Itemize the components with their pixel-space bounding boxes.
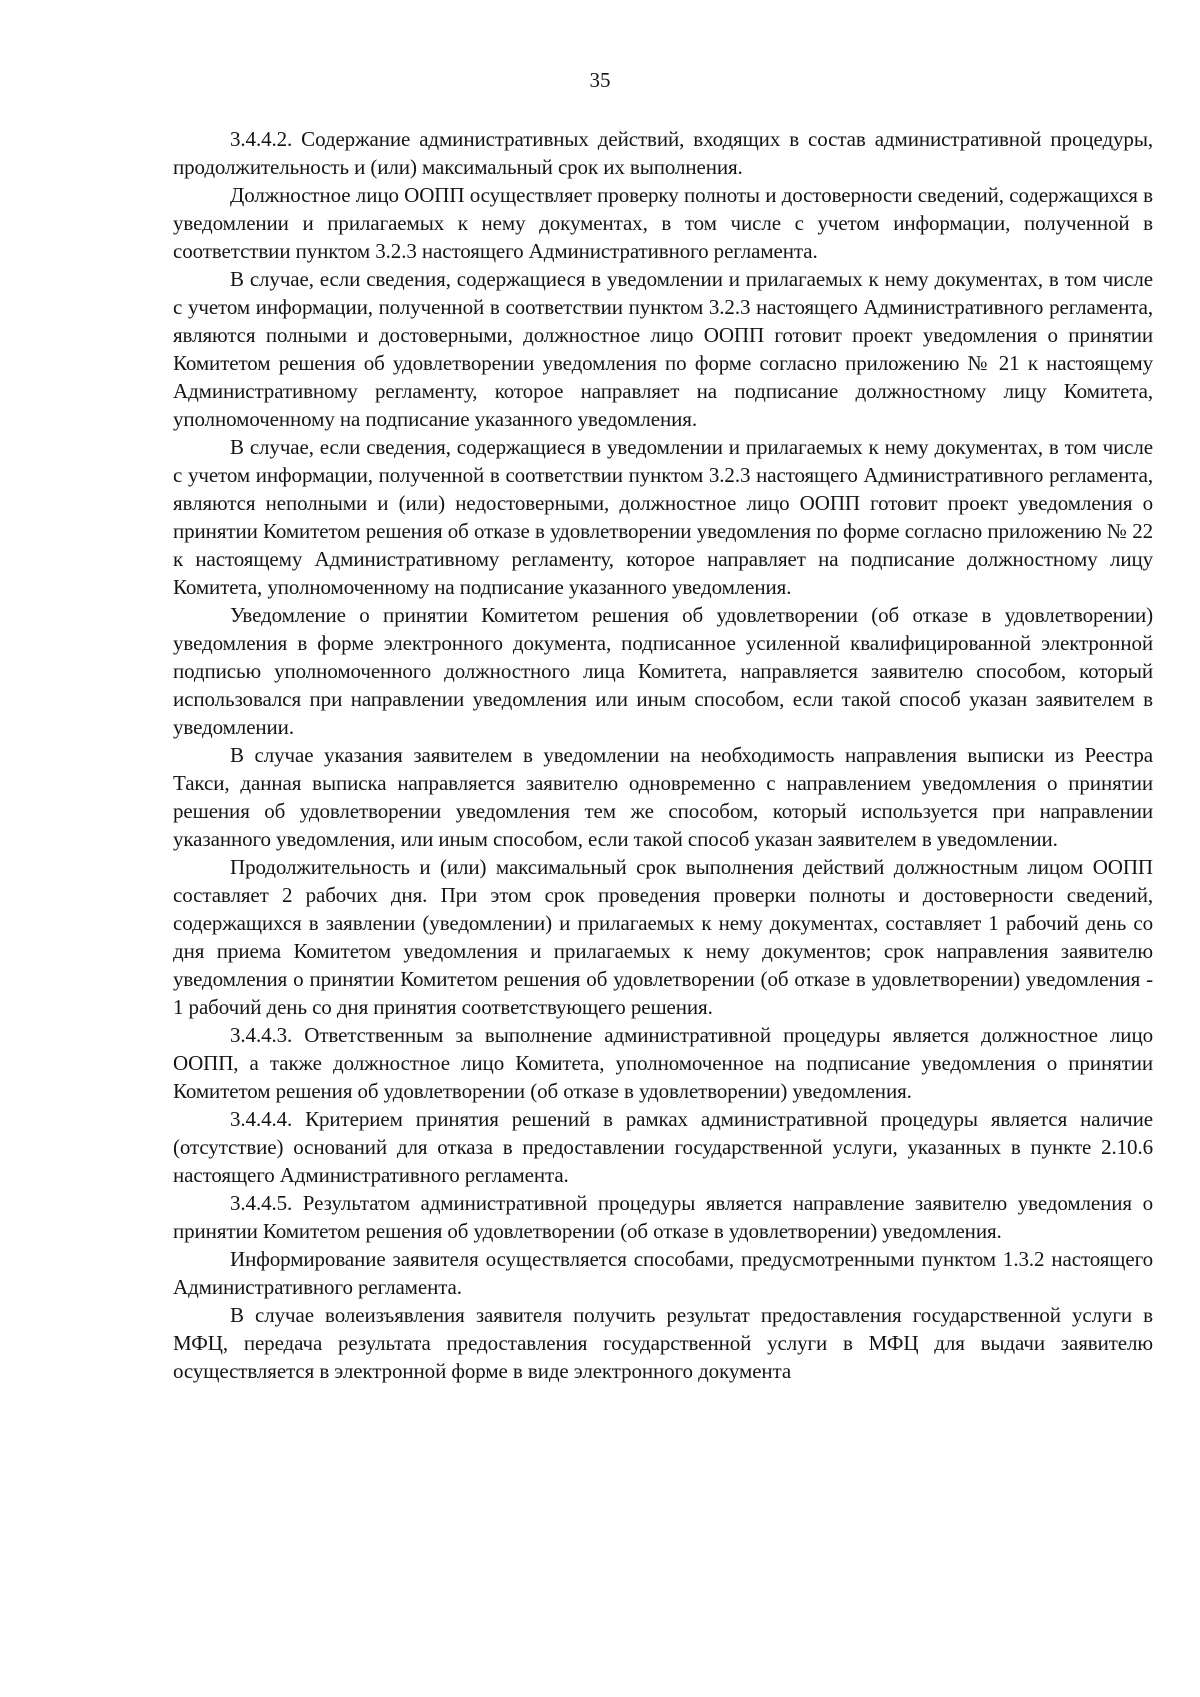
- paragraph-3-4-4-3: 3.4.4.3. Ответственным за выполнение административной процедуры является должностное лицо ООПП, а также должностное лицо Комитета, уполномоченное на подписание уведомления о принятии Комитетом решения об удовлетворении (об отказе в удовлетворении) уведомления.: [173, 1023, 1153, 1103]
- page-number: 35: [589, 68, 611, 92]
- paragraph-approval-case: В случае, если сведения, содержащиеся в уведомлении и прилагаемых к нему документах, в том числе с учетом информации, полученной в соответствии пунктом 3.2.3 настоящего Административного регламента, являются полными и достоверными, должностное лицо ООПП готовит проект уведомления о принятии Комитетом решения об удовлетворении уведомления по форме согласно приложению № 21 к настоящему Административному регламенту, которое направляет на подписание должностному лицу Комитета, уполномоченному на подписание указанного уведомления.: [173, 267, 1153, 431]
- paragraph-3-4-4-5: 3.4.4.5. Результатом административной процедуры является направление заявителю уведомления о принятии Комитетом решения об удовлетворении (об отказе в удовлетворении) уведомления.: [173, 1191, 1153, 1243]
- paragraph-informing: Информирование заявителя осуществляется способами, предусмотренными пунктом 1.3.2 настоящего Административного регламента.: [173, 1247, 1153, 1299]
- paragraph-registry-extract: В случае указания заявителем в уведомлении на необходимость направления выписки из Реестра Такси, данная выписка направляется заявителю одновременно с направлением уведомления о принятии решения об удовлетворении уведомления тем же способом, который используется при направлении указанного уведомления, или иным способом, если такой способ указан заявителем в уведомлении.: [173, 743, 1153, 851]
- paragraph-verification: Должностное лицо ООПП осуществляет проверку полноты и достоверности сведений, содержащихся в уведомлении и прилагаемых к нему документах, в том числе с учетом информации, полученной в соответствии пунктом 3.2.3 настоящего Административного регламента.: [173, 183, 1153, 263]
- paragraph-mfc-transfer: В случае волеизъявления заявителя получить результат предоставления государственной услуги в МФЦ, передача результата предоставления государственной услуги в МФЦ для выдачи заявителю осуществляется в электронной форме в виде электронного документа: [173, 1303, 1153, 1383]
- paragraph-duration: Продолжительность и (или) максимальный срок выполнения действий должностным лицом ООПП составляет 2 рабочих дня. При этом срок проведения проверки полноты и достоверности сведений, содержащихся в заявлении (уведомлении) и прилагаемых к нему документах, составляет 1 рабочий день со дня приема Комитетом уведомления и прилагаемых к нему документов; срок направления заявителю уведомления о принятии Комитетом решения об удовлетворении (об отказе в удовлетворении) уведомления - 1 рабочий день со дня принятия соответствующего решения.: [173, 855, 1153, 1019]
- paragraph-3-4-4-4: 3.4.4.4. Критерием принятия решений в рамках административной процедуры является наличие (отсутствие) оснований для отказа в предоставлении государственной услуги, указанных в пункте 2.10.6 настоящего Административного регламента.: [173, 1107, 1153, 1187]
- paragraph-electronic-notice: Уведомление о принятии Комитетом решения об удовлетворении (об отказе в удовлетворении) уведомления в форме электронного документа, подписанное усиленной квалифицированной электронной подписью уполномоченного должностного лица Комитета, направляется заявителю способом, который использовался при направлении уведомления или иным способом, если такой способ указан заявителем в уведомлении.: [173, 603, 1153, 739]
- paragraph-3-4-4-2: 3.4.4.2. Содержание административных действий, входящих в состав административной процедуры, продолжительность и (или) максимальный срок их выполнения.: [173, 127, 1153, 179]
- document-body: [173, 125, 1153, 1385]
- paragraph-refusal-case: В случае, если сведения, содержащиеся в уведомлении и прилагаемых к нему документах, в том числе с учетом информации, полученной в соответствии пунктом 3.2.3 настоящего Административного регламента, являются неполными и (или) недостоверными, должностное лицо ООПП готовит проект уведомления о принятии Комитетом решения об отказе в удовлетворении уведомления по форме согласно приложению № 22 к настоящему Административному регламенту, которое направляет на подписание должностному лицу Комитета, уполномоченному на подписание указанного уведомления.: [173, 435, 1153, 599]
